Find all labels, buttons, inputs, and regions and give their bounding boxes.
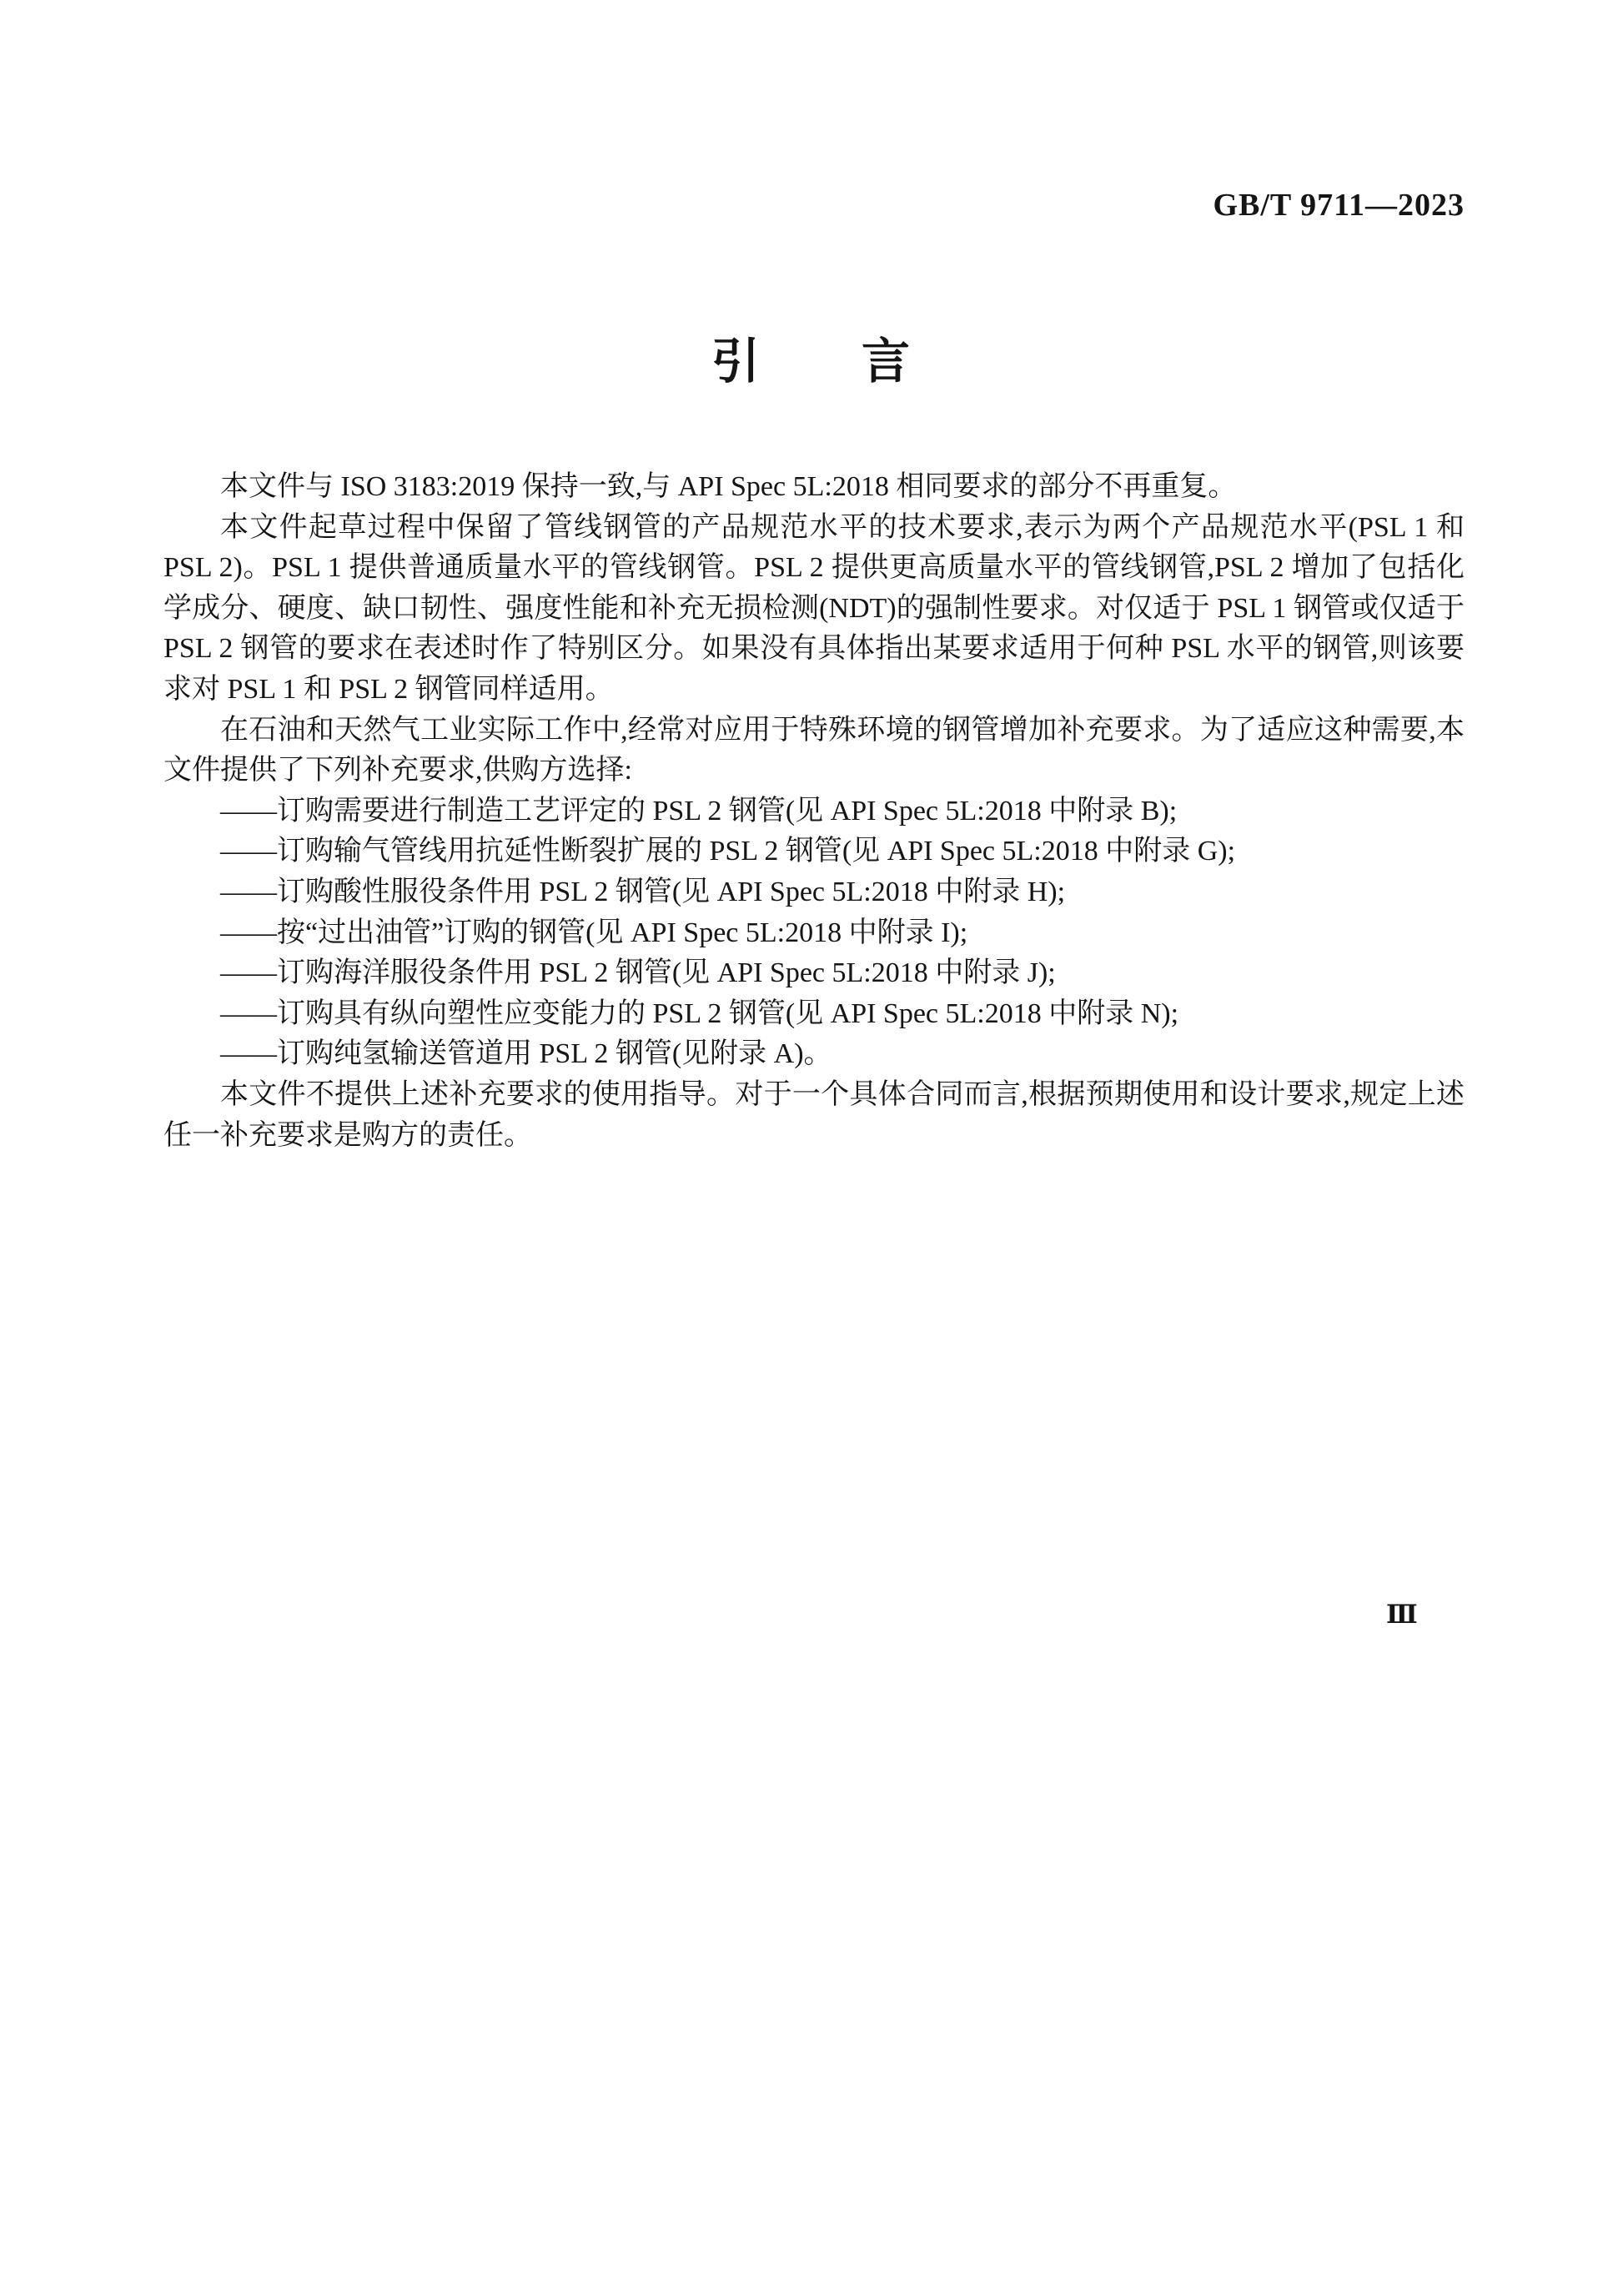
list-item-annex-a: ——订购纯氢输送管道用 PSL 2 钢管(见附录 A)。 bbox=[220, 1038, 832, 1070]
list-item-annex-i: ——按“过出油管”订购的钢管(见 API Spec 5L:2018 中附录 I); bbox=[220, 917, 968, 948]
standard-number-header: GB/T 9711—2023 bbox=[1213, 188, 1465, 223]
paragraph-purchaser-responsibility: 本文件不提供上述补充要求的使用指导。对于一个具体合同而言,根据预期使用和设计要求,规定上述任一补充要求是购方的责任。 bbox=[163, 1078, 1465, 1151]
list-item-annex-n: ——订购具有纵向塑性应变能力的 PSL 2 钢管(见 API Spec 5L:2018 中附录 N); bbox=[220, 997, 1179, 1029]
list-item-annex-j: ——订购海洋服役条件用 PSL 2 钢管(见 API Spec 5L:2018 中附录 J); bbox=[220, 957, 1056, 989]
list-item-annex-h: ——订购酸性服役条件用 PSL 2 钢管(见 API Spec 5L:2018 中附录 H); bbox=[220, 876, 1066, 907]
paragraph-psl-levels: 本文件起草过程中保留了管线钢管的产品规范水平的技术要求,表示为两个产品规范水平(PSL 1 和 PSL 2)。PSL 1 提供普通质量水平的管线钢管。PSL 2 提供更高质量水平的管线钢管,PSL 2 增加了包括化学成分、硬度、缺口韧性、强度性能和补充无损检测(NDT)的强制性要求。对仅适于 PSL 1 钢管或仅适于 PSL 2 钢管的要求在表述时作了特别区分。如果没有具体指出某要求适用于何种 PSL 水平的钢管,则该要求对 PSL 1 和 PSL 2 钢管同样适用。 bbox=[163, 511, 1465, 705]
supplementary-requirements-list bbox=[163, 791, 1465, 1075]
page-number: Ⅲ bbox=[1386, 1600, 1418, 1629]
paragraph-iso-alignment: 本文件与 ISO 3183:2019 保持一致,与 API Spec 5L:2018 相同要求的部分不再重复。 bbox=[220, 471, 1237, 502]
list-item-annex-g: ——订购输气管线用抗延性断裂扩展的 PSL 2 钢管(见 API Spec 5L:2018 中附录 G); bbox=[220, 836, 1236, 867]
body-text-block bbox=[163, 467, 1465, 1156]
page-title: 引 言 bbox=[711, 334, 912, 389]
paragraph-supplement-intro: 在石油和天然气工业实际工作中,经常对应用于特殊环境的钢管增加补充要求。为了适应这种需要,本文件提供了下列补充要求,供购方选择: bbox=[163, 714, 1465, 786]
list-item-annex-b: ——订购需要进行制造工艺评定的 PSL 2 钢管(见 API Spec 5L:2018 中附录 B); bbox=[220, 795, 1178, 826]
